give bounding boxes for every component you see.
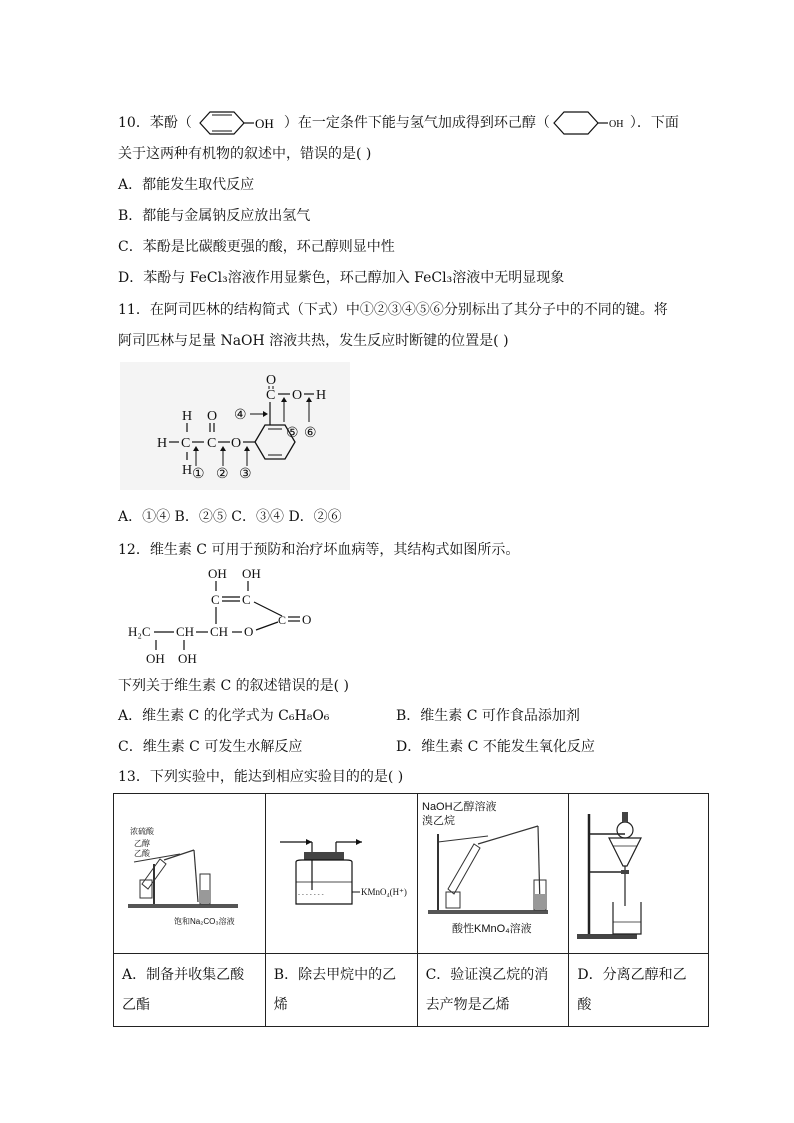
vc-c-1: C	[211, 592, 220, 607]
fig-c-label-acid-kmno4: 酸性KMnO₄溶液	[451, 923, 532, 935]
vc-oh-4: OH	[178, 651, 197, 666]
svg-text:- - - - - - -: - - - - - - -	[297, 891, 324, 898]
aspirin-o-double: O	[207, 409, 218, 424]
vc-oh-1: OH	[208, 566, 227, 581]
bond-label-4: ④	[234, 408, 247, 423]
cyclohexanol-oh-label: OH	[608, 119, 624, 130]
cell-a-text: A．制备并收集乙酸乙酯	[114, 954, 266, 1027]
vc-ch-1: CH	[176, 624, 195, 639]
q11-line1: 11．在阿司匹林的结构简式（下式）中①②③④⑤⑥分别标出了其分子中的不同的键。将	[118, 302, 668, 318]
vc-c-2: C	[242, 592, 251, 607]
q11-options: A．①④ B．②⑤ C．③④ D．②⑥	[118, 509, 342, 525]
aspirin-h-acid: H	[316, 388, 327, 403]
fig-a-label-acetic: 乙酸	[134, 849, 150, 858]
aspirin-c1: C	[181, 436, 191, 451]
vc-oh-3: OH	[146, 651, 165, 666]
q10-option-c: C．苯酚是比碳酸更强的酸，环己醇则显中性	[118, 239, 395, 255]
fig-c-label-naoh: NaOH乙醇溶液	[421, 801, 497, 813]
q10-prefix: 10．苯酚（	[118, 115, 192, 131]
fig-c-label-bromoethane: 溴乙烷	[421, 815, 455, 827]
vc-h2c: H₂C	[128, 624, 151, 639]
cell-d-text: D．分离乙醇和乙酸	[569, 954, 709, 1027]
q10-end: ）．下面	[629, 115, 679, 131]
aspirin-o-ester: O	[231, 436, 242, 451]
separatory-funnel-figure	[569, 794, 705, 949]
phenol-structure	[192, 108, 284, 138]
bond-label-3: ③	[239, 467, 252, 482]
fig-a-label-acid: 浓硫酸	[130, 827, 154, 836]
aspirin-h-left: H	[157, 436, 168, 451]
bond-label-5: ⑤	[286, 426, 299, 441]
aspirin-c-acid: C	[266, 388, 276, 403]
fig-a-label-ethanol: 乙醇	[134, 839, 150, 848]
gas-washing-bottle-figure	[266, 794, 414, 949]
vc-ch-2: CH	[210, 624, 229, 639]
aspirin-c2: C	[207, 436, 217, 451]
vc-oh-2: OH	[242, 566, 261, 581]
figure-cell-b	[265, 794, 417, 954]
q12-option-b: B．维生素 C 可作食品添加剂	[396, 708, 580, 724]
esterification-apparatus-figure	[114, 794, 262, 949]
svg-text:C: C	[278, 613, 287, 627]
fig-b-label-kmno4: KMnO₄(H⁺)	[360, 887, 407, 897]
q12-option-d: D．维生素 C 不能发生氧化反应	[396, 739, 595, 755]
q12-option-a: A．维生素 C 的化学式为 C₆H₈O₆	[118, 708, 330, 724]
experiment-table	[113, 793, 709, 1027]
q10-option-b: B．都能与金属钠反应放出氢气	[118, 208, 311, 224]
q10-option-d: D．苯酚与 FeCl₃溶液作用显紫色，环己醇加入 FeCl₃溶液中无明显现象	[118, 270, 565, 286]
cell-b-text: B．除去甲烷中的乙烯	[265, 954, 417, 1027]
q10-line1	[118, 108, 679, 138]
vitamin-c-structure	[120, 564, 330, 668]
bond-label-2: ②	[216, 467, 229, 482]
figure-cell-c	[417, 794, 569, 954]
cell-c-text: C．验证溴乙烷的消去产物是乙烯	[417, 954, 569, 1027]
cyclohexanol-structure	[550, 108, 630, 138]
figure-cell-d	[569, 794, 709, 954]
bond-label-6: ⑥	[304, 426, 317, 441]
fig-a-label-na2co3: 饱和Na₂CO₃溶液	[174, 917, 235, 926]
figure-cell-a	[114, 794, 266, 954]
q12-line2: 下列关于维生素 C 的叙述错误的是( )	[118, 678, 349, 694]
q10-line2: 关于这两种有机物的叙述中，错误的是( )	[118, 146, 372, 162]
q13-line1: 13．下列实验中，能达到相应实验目的的是( )	[118, 769, 404, 785]
q10-mid: ）在一定条件下能与氢气加成得到环己醇（	[283, 115, 550, 131]
aspirin-structure	[120, 362, 350, 490]
q11-line2: 阿司匹林与足量 NaOH 溶液共热，发生反应时断键的位置是( )	[118, 333, 509, 349]
vc-o-double: O	[302, 612, 312, 627]
q10-option-a: A．都能发生取代反应	[118, 177, 255, 193]
elimination-apparatus-figure	[418, 794, 566, 949]
q12-option-c: C．维生素 C 可发生水解反应	[118, 739, 303, 755]
phenol-oh-label: OH	[254, 116, 274, 131]
aspirin-o-acid: O	[292, 388, 303, 403]
q12-line1: 12．维生素 C 可用于预防和治疗坏血病等，其结构式如图所示。	[118, 542, 520, 558]
aspirin-h-top: H	[182, 409, 193, 424]
bond-label-1: ①	[192, 467, 205, 482]
aspirin-h-bottom: H	[182, 463, 193, 478]
vc-o-ring: O	[244, 624, 254, 639]
aspirin-o-acid-top: O	[266, 373, 277, 388]
